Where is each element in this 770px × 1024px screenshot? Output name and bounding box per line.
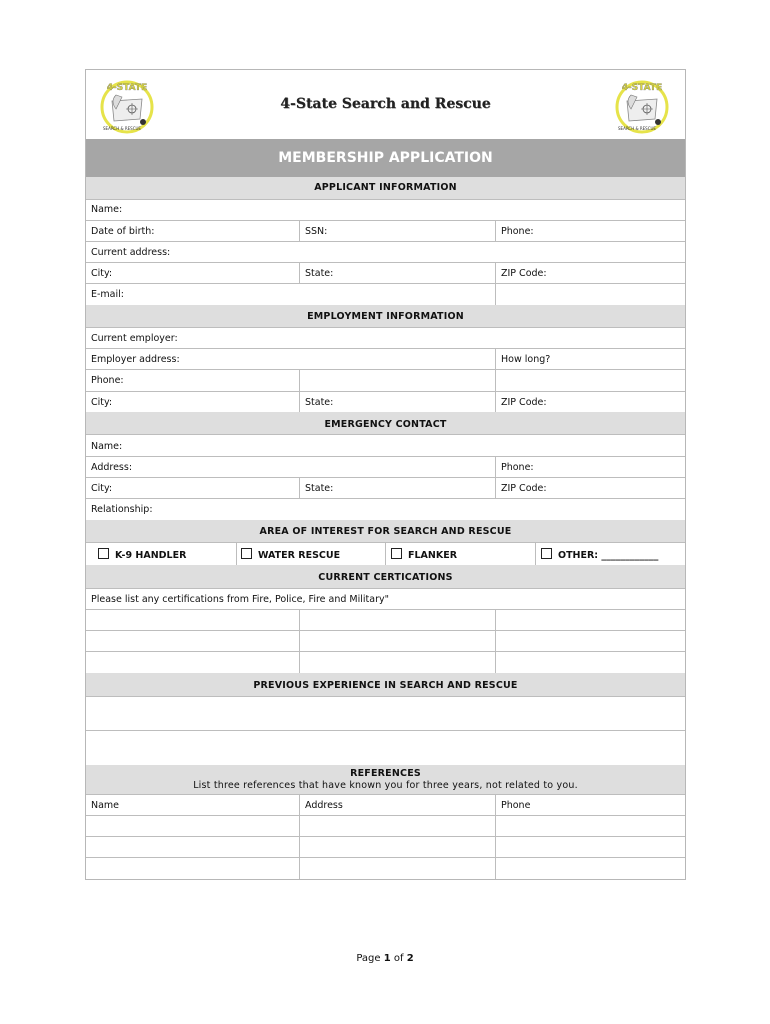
interest-section-heading: AREA OF INTEREST FOR SEARCH AND RESCUE <box>259 526 512 537</box>
certification-cell[interactable] <box>300 630 495 651</box>
other-label: OTHER: ____________ <box>558 550 659 561</box>
employer-address-label: Employer address: <box>91 354 180 365</box>
page-current: 1 <box>383 953 391 964</box>
references-column-address: Address <box>305 800 343 811</box>
current-address-label: Current address: <box>91 247 171 258</box>
checkbox-box[interactable] <box>98 548 109 559</box>
reference-cell[interactable] <box>300 858 495 879</box>
email-label: E-mail: <box>91 289 124 300</box>
certification-cell[interactable] <box>496 630 685 651</box>
certification-cell[interactable] <box>300 609 495 630</box>
certification-cell[interactable] <box>300 651 495 673</box>
employer-city-label: City: <box>91 397 113 408</box>
svg-text:4-STATE: 4-STATE <box>621 83 663 93</box>
emergency-section-heading: EMERGENCY CONTACT <box>324 419 447 430</box>
checkbox-box[interactable] <box>391 548 402 559</box>
water-rescue-checkbox[interactable] <box>241 548 340 562</box>
checkbox-box[interactable] <box>241 548 252 559</box>
certification-cell[interactable] <box>86 630 299 651</box>
applicant-section-heading: APPLICANT INFORMATION <box>314 182 457 193</box>
form-title: MEMBERSHIP APPLICATION <box>278 150 493 166</box>
ssn-label: SSN: <box>305 226 328 237</box>
membership-form <box>85 69 686 880</box>
emergency-state-label: State: <box>305 483 334 494</box>
experience-section-heading: PREVIOUS EXPERIENCE IN SEARCH AND RESCUE <box>253 680 518 691</box>
reference-cell[interactable] <box>86 837 299 857</box>
employer-state-label: State: <box>305 397 334 408</box>
employer-phone-label: Phone: <box>91 375 124 386</box>
reference-cell[interactable] <box>300 816 495 836</box>
certifications-section-heading: CURRENT CERTICATIONS <box>318 572 453 583</box>
k9-handler-checkbox[interactable] <box>98 548 186 562</box>
emergency-address-label: Address: <box>91 462 133 473</box>
experience-field[interactable] <box>86 731 685 765</box>
k9-handler-label: K-9 HANDLER <box>115 550 187 561</box>
svg-text:SEARCH & RESCUE: SEARCH & RESCUE <box>103 126 141 131</box>
employer-zip-label: ZIP Code: <box>501 397 547 408</box>
flanker-checkbox[interactable] <box>391 548 457 562</box>
page-of: of <box>390 953 407 964</box>
emergency-name-label: Name: <box>91 441 123 452</box>
reference-cell[interactable] <box>496 816 685 836</box>
page-prefix: Page <box>356 953 384 964</box>
page-number <box>0 953 770 964</box>
applicant-name-label: Name: <box>91 204 123 215</box>
reference-cell[interactable] <box>300 837 495 857</box>
flanker-label: FLANKER <box>408 550 458 561</box>
certification-cell[interactable] <box>496 609 685 630</box>
checkbox-box[interactable] <box>541 548 552 559</box>
reference-cell[interactable] <box>86 858 299 879</box>
applicant-city-label: City: <box>91 268 113 279</box>
applicant-zip-label: ZIP Code: <box>501 268 547 279</box>
relationship-label: Relationship: <box>91 504 153 515</box>
emergency-zip-label: ZIP Code: <box>501 483 547 494</box>
certification-cell[interactable] <box>86 609 299 630</box>
references-column-phone: Phone <box>501 800 531 811</box>
references-column-name: Name <box>91 800 120 811</box>
water-rescue-label: WATER RESCUE <box>258 550 341 561</box>
employment-section-heading: EMPLOYMENT INFORMATION <box>307 311 464 322</box>
references-section-heading: REFERENCES <box>350 768 421 779</box>
certification-cell[interactable] <box>496 651 685 673</box>
references-subheading: List three references that have known you for three years, not related to you. <box>193 780 578 791</box>
svg-text:SEARCH & RESCUE: SEARCH & RESCUE <box>618 126 656 131</box>
dob-label: Date of birth: <box>91 226 155 237</box>
other-checkbox[interactable] <box>541 548 658 562</box>
certification-cell[interactable] <box>86 651 299 673</box>
applicant-phone-label: Phone: <box>501 226 534 237</box>
logo-text: 4-STATE <box>106 83 148 93</box>
applicant-state-label: State: <box>305 268 334 279</box>
organization-title: 4-State Search and Rescue <box>280 96 491 112</box>
reference-cell[interactable] <box>496 858 685 879</box>
reference-cell[interactable] <box>496 837 685 857</box>
how-long-label: How long? <box>501 354 551 365</box>
emergency-city-label: City: <box>91 483 113 494</box>
reference-cell[interactable] <box>86 816 299 836</box>
current-employer-label: Current employer: <box>91 333 178 344</box>
page-total: 2 <box>406 953 414 964</box>
experience-field[interactable] <box>86 697 685 730</box>
emergency-phone-label: Phone: <box>501 462 534 473</box>
certifications-instruction: Please list any certifications from Fire, Police, Fire and Military" <box>91 594 389 605</box>
